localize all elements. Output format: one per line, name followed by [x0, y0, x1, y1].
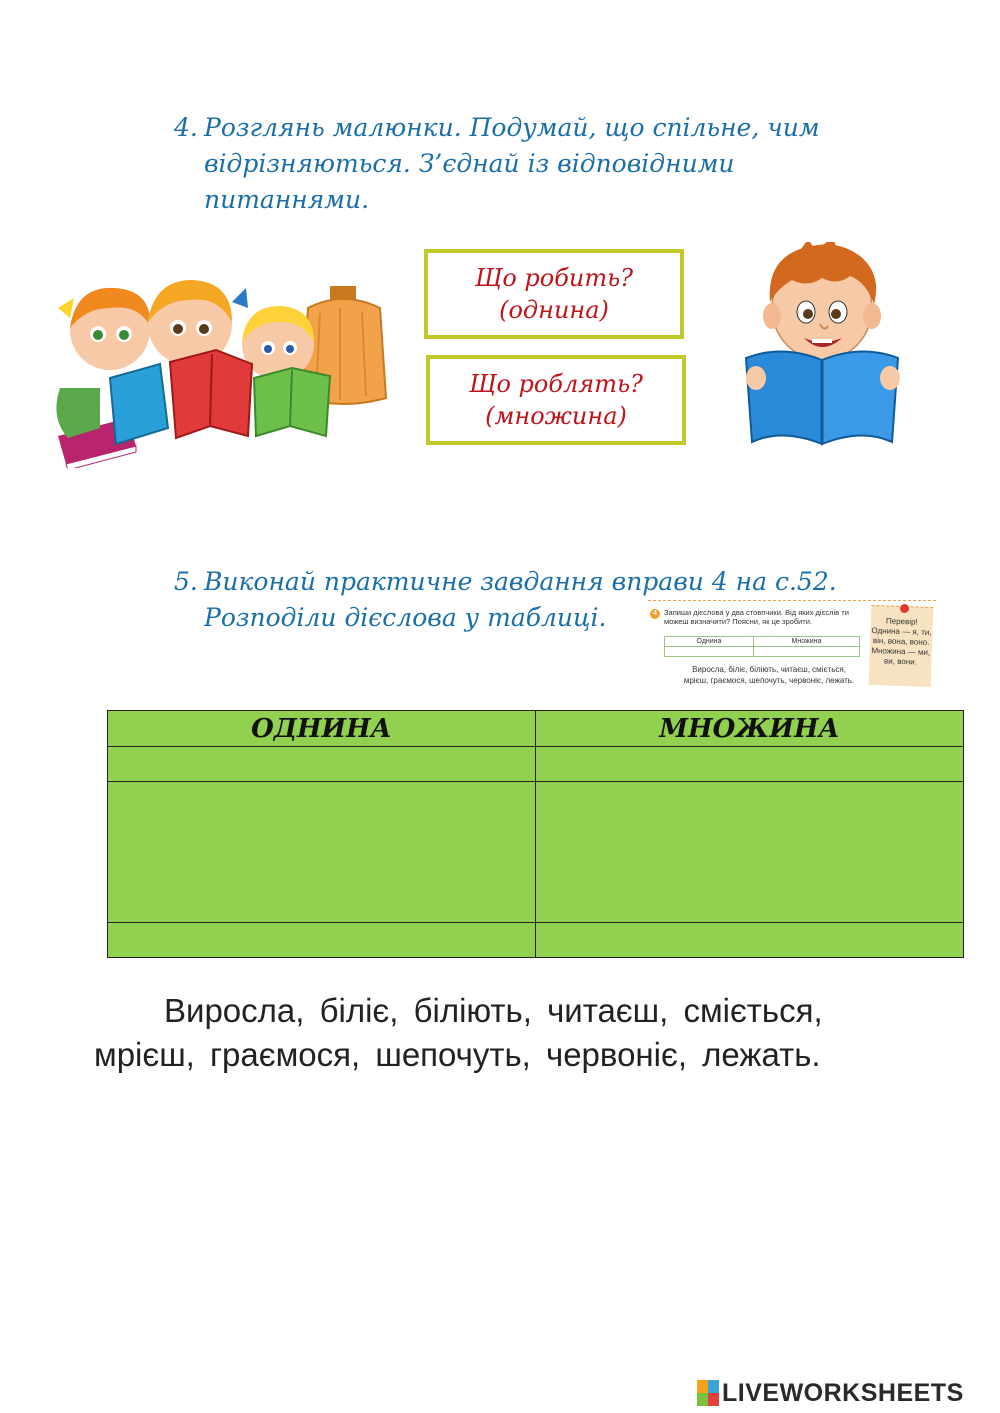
- excerpt-empty-cell: [753, 647, 859, 657]
- liveworksheets-logo: [697, 1378, 964, 1408]
- question-singular: Що робить?: [474, 264, 634, 292]
- excerpt-divider: [648, 600, 936, 601]
- textbook-excerpt: [648, 600, 936, 688]
- table-header-singular: ОДНИНА: [108, 711, 536, 747]
- task-5-number: 5.: [174, 567, 198, 596]
- excerpt-instruction: Запиши дієслова у два стовпчики. Від яких дієслів ти можеш визначити? Поясни, як це зробити.: [664, 608, 849, 626]
- task-5-line-1: Виконай практичне завдання вправи 4 на с.52.: [204, 567, 837, 596]
- excerpt-words: [664, 664, 874, 686]
- question-box-singular[interactable]: [424, 249, 684, 339]
- task-4-instruction: [174, 110, 894, 220]
- question-plural: Що роблять?: [469, 370, 643, 398]
- excerpt-table: [664, 636, 860, 657]
- verb-list-line-1: Виросла, біліє, біліють, читаєш, сміється,: [164, 992, 823, 1029]
- liveworksheets-wordmark: LIVEWORKSHEETS: [722, 1378, 964, 1407]
- singular-answer-cell[interactable]: [108, 782, 536, 923]
- singular-answer-cell[interactable]: [108, 747, 536, 782]
- excerpt-note-text: Однина — я, ти, він, вона, воно. Множина — ми, ви, вони.: [871, 625, 932, 667]
- plural-answer-cell[interactable]: [536, 782, 964, 923]
- excerpt-empty-cell: [665, 647, 754, 657]
- task-5-line-2: Розподіли дієслова у таблиці.: [204, 603, 607, 632]
- table-header-plural: МНОЖИНА: [536, 711, 964, 747]
- verb-list-line-2: мрієш, граємося, шепочуть, червоніє, лежать.: [94, 1036, 821, 1073]
- excerpt-exercise-number: 4: [650, 609, 660, 619]
- verb-sorting-table: [107, 710, 964, 958]
- children-reading-illustration: [40, 268, 400, 468]
- excerpt-words-line-2: мрієш, граємося, шепочуть, червоніє, лежать.: [683, 676, 855, 685]
- task-4-number: 4.: [174, 113, 198, 142]
- excerpt-words-line-1: Виросла, біліє, біліють, читаєш, сміється,: [692, 665, 846, 674]
- task-4-line-1: Розглянь малюнки. Подумай, що спільне, чим: [204, 113, 820, 142]
- excerpt-sticky-note: [869, 605, 934, 687]
- task-4-line-3: питаннями.: [204, 185, 370, 214]
- plural-answer-cell[interactable]: [536, 923, 964, 958]
- liveworksheets-mark-icon: [697, 1380, 719, 1406]
- hint-plural: (множина): [485, 402, 627, 430]
- task-4-line-2: відрізняються. З’єднай із відповідними: [204, 149, 735, 178]
- excerpt-note-title: Перевір!: [885, 616, 918, 627]
- excerpt-col-plural: Множина: [753, 637, 859, 647]
- question-box-plural[interactable]: [426, 355, 686, 445]
- singular-answer-cell[interactable]: [108, 923, 536, 958]
- excerpt-col-singular: Однина: [665, 637, 754, 647]
- plural-answer-cell[interactable]: [536, 747, 964, 782]
- boy-reading-illustration: [742, 242, 904, 448]
- pin-icon: [900, 604, 909, 613]
- hint-singular: (однина): [499, 296, 609, 324]
